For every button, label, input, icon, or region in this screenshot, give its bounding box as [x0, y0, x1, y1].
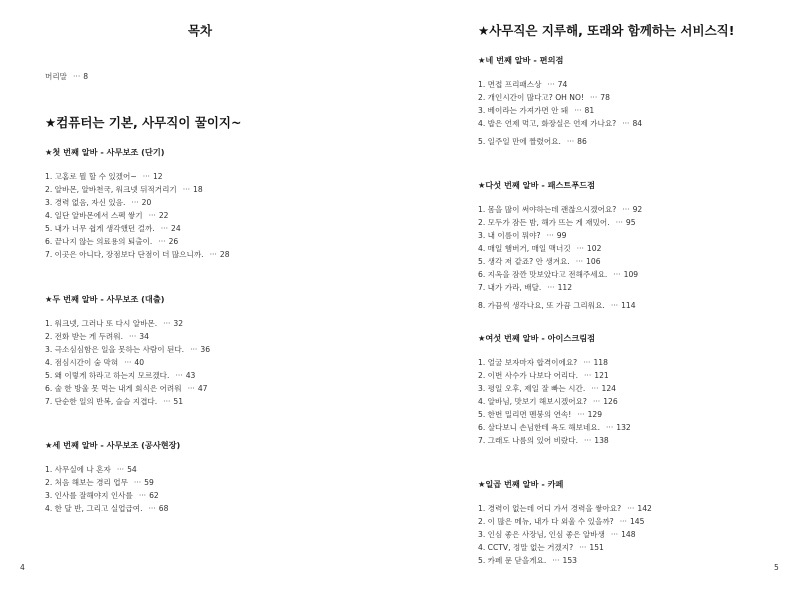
page-number: 4 — [20, 563, 25, 572]
entry-title: 1. 워크넷, 그러나 또 다시 알바몬. — [45, 319, 158, 328]
list-item — [478, 217, 636, 229]
list-item — [45, 490, 159, 502]
list-item — [478, 357, 608, 369]
entry-title: 7. 내가 가라, 배달. — [478, 283, 542, 292]
entry-title: 7. 단순한 일의 반복, 슬슬 지겹다. — [45, 397, 158, 406]
leader-dots: ··· — [148, 504, 156, 513]
entry-page: 68 — [158, 504, 169, 513]
list-item — [478, 79, 567, 91]
entry-page: 36 — [200, 345, 211, 354]
list-item — [45, 503, 168, 515]
leader-dots: ··· — [552, 556, 560, 565]
leader-dots: ··· — [575, 257, 584, 266]
entry-title: 3. 인심 좋은 사장님, 인심 좋은 알바생 — [478, 530, 605, 539]
entry-page: 151 — [589, 543, 604, 552]
leader-dots: ··· — [610, 301, 619, 310]
entry-page: 112 — [557, 283, 573, 292]
entry-title: 6. 끝나지 않는 의료용의 퇴출이. — [45, 237, 153, 246]
list-item — [478, 204, 642, 216]
list-item — [478, 136, 587, 148]
list-item — [45, 477, 154, 489]
list-item — [478, 370, 609, 382]
leader-dots: ··· — [175, 371, 183, 380]
section-title: ★일곱 번째 알바 - 카페 — [478, 479, 564, 489]
page-number: 5 — [774, 563, 779, 572]
leader-dots: ··· — [546, 231, 554, 240]
list-item — [478, 396, 618, 408]
entry-title: 6. 지옥을 잠깐 맛보았다고 전해주세요. — [478, 270, 608, 279]
entry-title: 머리말 — [45, 72, 68, 81]
leader-dots: ··· — [577, 410, 585, 419]
leader-dots: ··· — [610, 530, 619, 539]
entry-title: 4. 점심시간이 숨 막혀 — [45, 358, 119, 367]
section-title: ★두 번째 알바 - 사무보조 (대출) — [45, 294, 165, 304]
list-item — [45, 383, 208, 395]
toc-title: 목차 — [187, 23, 213, 38]
leader-dots: ··· — [566, 137, 575, 146]
part-title: ★컴퓨터는 기본, 사무직이 꿀이지~ — [45, 115, 242, 130]
list-item — [45, 236, 178, 248]
list-item — [478, 516, 644, 528]
list-item — [478, 269, 638, 281]
entry-title: 2. 개인시간이 많다고? OH NO! — [478, 93, 585, 102]
leader-dots: ··· — [584, 436, 592, 445]
entry-page: 40 — [134, 358, 145, 367]
entry-title: 7. 그래도 나름의 있어 비랐다. — [478, 436, 579, 445]
list-item — [45, 396, 183, 408]
preface-entry — [45, 71, 88, 83]
entry-title: 2. 알바몬, 알바천국, 워크넷 뒤적거리기 — [45, 185, 177, 194]
entry-title: 8. 가끔씩 생각나요, 또 가끔 그리워요. — [478, 301, 605, 310]
leader-dots: ··· — [547, 283, 555, 292]
leader-dots: ··· — [583, 358, 591, 367]
list-item — [478, 409, 602, 421]
entry-title: 6. 살다보니 손님한테 욕도 해보네요. — [478, 423, 601, 432]
entry-page: 51 — [173, 397, 184, 406]
leader-dots: ··· — [160, 224, 169, 233]
list-item — [45, 318, 183, 330]
list-item — [478, 92, 610, 104]
list-item — [478, 282, 572, 294]
entry-title: 4. 알바님, 맛보기 해보시겠어요? — [478, 397, 587, 406]
section-title: ★다섯 번째 알바 - 패스트푸드점 — [478, 180, 596, 190]
entry-page: 62 — [149, 491, 159, 500]
entry-title: 1. 얼굴 보자마자 합격이에요? — [478, 358, 578, 367]
entry-title: 4. 밥은 언제 먹고, 화장실은 언제 가나요? — [478, 119, 617, 128]
entry-page: 86 — [577, 137, 587, 146]
entry-page: 148 — [621, 530, 636, 539]
list-item — [45, 223, 181, 235]
entry-title: 5. 일주일 만에 짤렸어요. — [478, 137, 561, 146]
list-item — [478, 503, 652, 515]
entry-page: 74 — [557, 80, 568, 89]
section-title: ★여섯 번째 알바 - 아이스크림점 — [478, 333, 596, 343]
list-item — [45, 344, 210, 356]
entry-title: 1. 면접 프리패스상 — [478, 80, 542, 89]
entry-page: 22 — [158, 211, 169, 220]
leader-dots: ··· — [622, 205, 630, 214]
leader-dots: ··· — [138, 491, 147, 500]
entry-page: 54 — [127, 465, 137, 474]
entry-page: 124 — [601, 384, 616, 393]
entry-page: 121 — [594, 371, 609, 380]
entry-page: 138 — [594, 436, 609, 445]
leader-dots: ··· — [591, 384, 599, 393]
part-title: ★사무직은 지루해, 또래와 함께하는 서비스직! — [478, 23, 735, 38]
entry-title: 5. 내가 너무 쉽게 생각했던 걸까. — [45, 224, 155, 233]
leader-dots: ··· — [606, 423, 614, 432]
list-item — [45, 357, 144, 369]
entry-title: 5. 카페 문 닫을게요. — [478, 556, 547, 565]
leader-dots: ··· — [209, 250, 217, 259]
entry-title: 4. 매일 햄버거, 매일 맥너깃 — [478, 244, 571, 253]
leader-dots: ··· — [129, 332, 137, 341]
leader-dots: ··· — [124, 358, 132, 367]
list-item — [478, 542, 604, 554]
leader-dots: ··· — [182, 185, 191, 194]
entry-page: 34 — [139, 332, 149, 341]
section-title: ★세 번째 알바 - 사무보조 (공사현장) — [45, 440, 181, 450]
leader-dots: ··· — [73, 72, 81, 81]
entry-title: 3. 내 이름이 뭐야? — [478, 231, 541, 240]
entry-title: 1. 사무실에 나 혼자 — [45, 465, 111, 474]
leader-dots: ··· — [158, 237, 166, 246]
leader-dots: ··· — [163, 397, 171, 406]
entry-title: 4. 한 달 반, 그리고 실업급여. — [45, 504, 143, 513]
entry-page: 32 — [173, 319, 184, 328]
entry-page: 78 — [600, 93, 610, 102]
leader-dots: ··· — [590, 93, 598, 102]
leader-dots: ··· — [574, 106, 582, 115]
list-item — [478, 118, 642, 130]
entry-page: 102 — [586, 244, 602, 253]
entry-title: 2. 모두가 잠든 밤, 해가 뜨는 게 재밌어. — [478, 218, 610, 227]
entry-page: 153 — [562, 556, 577, 565]
list-item — [45, 210, 169, 222]
leader-dots: ··· — [148, 211, 156, 220]
leader-dots: ··· — [142, 172, 150, 181]
entry-page: 142 — [637, 504, 652, 513]
entry-page: 8 — [83, 72, 89, 81]
leader-dots: ··· — [576, 244, 584, 253]
right-page — [400, 0, 800, 593]
leader-dots: ··· — [579, 543, 587, 552]
entry-title: 7. 이곳은 아니다, 장점보다 단점이 더 많으니까. — [45, 250, 204, 259]
entry-title: 3. 인사를 잘해야지 인사를 — [45, 491, 133, 500]
list-item — [478, 230, 566, 242]
leader-dots: ··· — [131, 198, 139, 207]
entry-title: 3. 경력 없음, 자신 있음. — [45, 198, 126, 207]
entry-page: 109 — [623, 270, 639, 279]
list-item — [45, 370, 195, 382]
entry-page: 129 — [587, 410, 603, 419]
leader-dots: ··· — [622, 119, 630, 128]
entry-page: 59 — [144, 478, 154, 487]
leader-dots: ··· — [116, 465, 125, 474]
entry-title: 3. 베이라는 가져가면 안 돼 — [478, 106, 569, 115]
leader-dots: ··· — [547, 80, 555, 89]
entry-title: 2. 전화 받는 게 두려워. — [45, 332, 123, 341]
list-item — [45, 197, 151, 209]
entry-page: 20 — [141, 198, 152, 207]
entry-page: 47 — [197, 384, 208, 393]
entry-title: 5. 한번 밀리면 멘붕의 연속! — [478, 410, 572, 419]
list-item — [45, 331, 149, 343]
list-item — [45, 464, 137, 476]
entry-title: 2. 처음 해보는 경리 업무 — [45, 478, 128, 487]
entry-page: 106 — [586, 257, 601, 266]
entry-page: 28 — [219, 250, 230, 259]
list-item — [45, 171, 163, 183]
entry-title: 6. 술 한 방울 못 먹는 내게 회식은 어려워 — [45, 384, 182, 393]
entry-page: 84 — [632, 119, 643, 128]
list-item — [478, 383, 616, 395]
leader-dots: ··· — [613, 270, 621, 279]
entry-title: 3. 극소심심함은 일을 못하는 사람이 된다. — [45, 345, 185, 354]
entry-page: 92 — [632, 205, 643, 214]
entry-title: 2. 이 많은 메뉴, 내가 다 외울 수 있을까? — [478, 517, 614, 526]
list-item — [478, 256, 601, 268]
entry-page: 18 — [193, 185, 203, 194]
leader-dots: ··· — [187, 384, 195, 393]
list-item — [478, 105, 594, 117]
entry-title: 1. 경력이 없는데 어디 가서 경력을 쌓아요? — [478, 504, 622, 513]
entry-title: 1. 고홈로 뭘 할 수 있겠어~ — [45, 172, 137, 181]
entry-page: 126 — [603, 397, 618, 406]
entry-page: 99 — [556, 231, 567, 240]
entry-page: 81 — [584, 106, 595, 115]
entry-page: 145 — [629, 517, 645, 526]
leader-dots: ··· — [163, 319, 171, 328]
leader-dots: ··· — [619, 517, 627, 526]
list-item — [45, 184, 203, 196]
entry-page: 95 — [625, 218, 636, 227]
entry-title: 1. 몸을 많이 써야하는데 괜찮으시겠어요? — [478, 205, 617, 214]
list-item — [478, 243, 601, 255]
leader-dots: ··· — [190, 345, 198, 354]
entry-title: 5. 왜 이렇게 하라고 하는지 모르겠다. — [45, 371, 170, 380]
entry-page: 12 — [152, 172, 163, 181]
entry-page: 43 — [185, 371, 196, 380]
list-item — [478, 300, 636, 312]
entry-title: 5. 생각 저 같죠? 안 생겨요. — [478, 257, 570, 266]
list-item — [478, 422, 631, 434]
leader-dots: ··· — [615, 218, 623, 227]
list-item — [478, 555, 577, 567]
list-item — [45, 249, 230, 261]
entry-title: 4. CCTV, 정말 없는 거겠지? — [478, 543, 574, 552]
section-title: ★첫 번째 알바 - 사무보조 (단기) — [45, 147, 165, 157]
leader-dots: ··· — [584, 371, 592, 380]
entry-title: 3. 평일 오후, 제일 잘 빠는 시간. — [478, 384, 586, 393]
leader-dots: ··· — [133, 478, 142, 487]
list-item — [478, 435, 609, 447]
entry-page: 114 — [621, 301, 636, 310]
entry-title: 4. 일단 알바몬에서 스펙 쌓기 — [45, 211, 143, 220]
list-item — [478, 529, 636, 541]
leader-dots: ··· — [627, 504, 635, 513]
entry-page: 26 — [168, 237, 179, 246]
entry-page: 24 — [171, 224, 181, 233]
section-title: ★네 번째 알바 - 편의점 — [478, 55, 564, 65]
leader-dots: ··· — [592, 397, 601, 406]
entry-page: 132 — [616, 423, 631, 432]
entry-title: 2. 이번 사수가 나보다 어리다. — [478, 371, 579, 380]
entry-page: 118 — [593, 358, 608, 367]
